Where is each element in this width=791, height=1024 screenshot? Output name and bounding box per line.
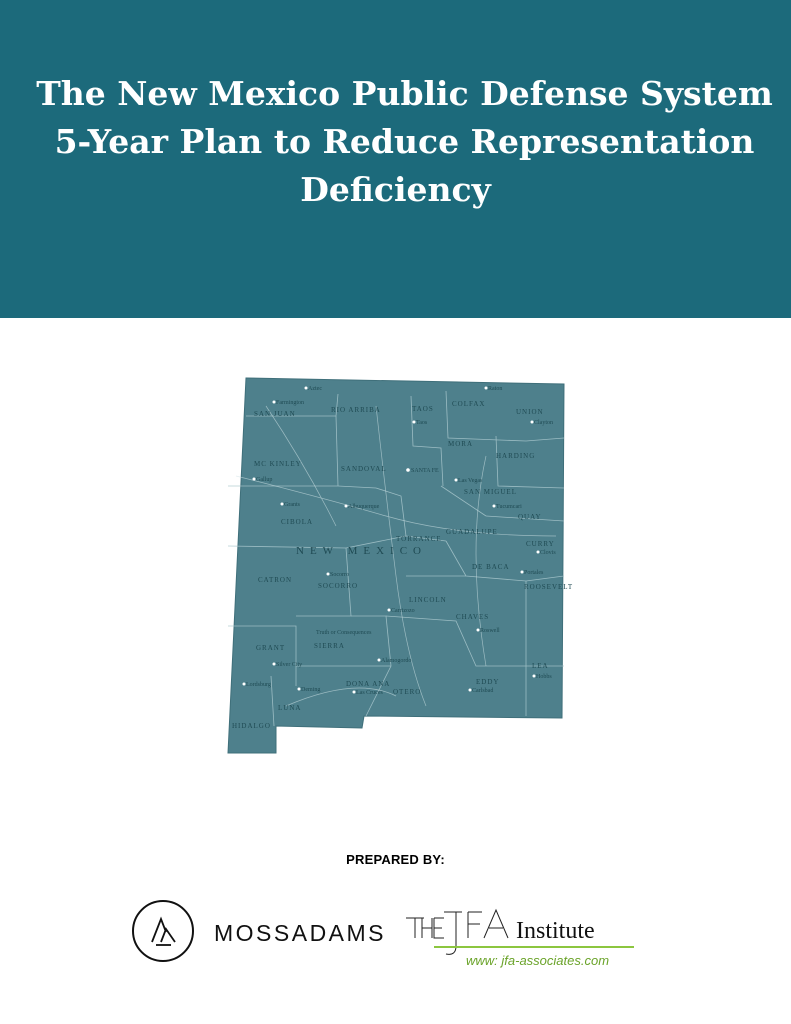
city-las-cruces: Las Cruces	[356, 690, 383, 696]
city-albuquerque: Albuquerque	[348, 504, 380, 510]
label-cibola: CIBOLA	[281, 518, 314, 526]
label-chaves: CHAVES	[456, 613, 490, 621]
label-san-juan: SAN JUAN	[254, 410, 296, 418]
label-sandoval: SANDOVAL	[341, 465, 387, 473]
new-mexico-map	[226, 376, 574, 756]
city-roswell: Roswell	[480, 628, 500, 634]
city-carlsbad: Carlsbad	[472, 688, 494, 694]
jfa-website-url: www: jfa-associates.com	[466, 953, 610, 968]
label-catron: CATRON	[258, 576, 293, 584]
label-mckinley: MC KINLEY	[254, 460, 302, 468]
label-hidalgo: HIDALGO	[232, 722, 271, 730]
city-farmington: Farmington	[276, 400, 304, 406]
city-gallup: Gallup	[256, 477, 273, 483]
city-tucumcari: Tucumcari	[496, 504, 522, 510]
city-raton: Raton	[488, 386, 503, 392]
label-socorro: SOCORRO	[318, 582, 359, 590]
map-svg	[226, 376, 574, 756]
label-quay: QUAY	[518, 513, 542, 521]
label-luna: LUNA	[278, 704, 302, 712]
jfa-green-rule	[434, 946, 634, 948]
label-grant: GRANT	[256, 644, 286, 652]
label-eddy: EDDY	[476, 678, 500, 686]
label-san-miguel: SAN MIGUEL	[464, 488, 517, 496]
city-las-vegas: Las Vegas	[458, 478, 483, 484]
jfa-institute-wordmark: Institute	[516, 918, 595, 944]
title-line-3: Deficiency	[300, 170, 491, 209]
city-clayton: Clayton	[534, 420, 553, 426]
label-mora: MORA	[448, 440, 474, 448]
label-otero: OTERO	[393, 688, 422, 696]
city-santa-fe: SANTA FE	[411, 468, 439, 474]
report-title	[0, 70, 791, 214]
label-guadalupe: GUADALUPE	[446, 528, 498, 536]
label-state: NEW MEXICO	[296, 545, 427, 557]
label-sierra: SIERRA	[314, 642, 345, 650]
city-clovis: Clovis	[540, 550, 556, 556]
label-roosevelt: ROOSEVELT	[524, 583, 574, 591]
label-harding: HARDING	[496, 452, 536, 460]
label-taos: TAOS	[412, 405, 434, 413]
city-aztec: Aztec	[308, 386, 322, 392]
label-dona-ana: DONA ANA	[346, 680, 391, 688]
city-deming: Deming	[301, 687, 321, 693]
city-lordsburg: Lordsburg	[246, 682, 271, 688]
moss-adams-logo	[132, 900, 387, 970]
city-hobbs: Hobbs	[536, 674, 552, 680]
city-carrizozo: Carrizozo	[391, 608, 415, 614]
label-union: UNION	[516, 408, 544, 416]
label-torrance: TORRANCE	[396, 535, 442, 543]
label-rio-arriba: RIO ARRIBA	[331, 406, 381, 414]
city-truth-or-consequences: Truth or Consequences	[316, 630, 372, 636]
moss-adams-mark-icon	[134, 902, 192, 960]
title-line-1: The New Mexico Public Defense System	[36, 74, 773, 113]
label-lincoln: LINCOLN	[409, 596, 447, 604]
label-de-baca: DE BACA	[472, 563, 510, 571]
city-taos: Taos	[416, 420, 428, 426]
jfa-institute-logo	[404, 906, 639, 972]
city-socorro: Socorro	[330, 572, 349, 578]
label-lea: LEA	[532, 662, 549, 670]
city-alamogordo: Alamogordo	[381, 658, 412, 664]
label-curry: CURRY	[526, 540, 555, 548]
prepared-by-label: PREPARED BY:	[346, 852, 445, 867]
city-portales: Portales	[524, 570, 544, 576]
title-line-2: 5-Year Plan to Reduce Representation	[54, 122, 755, 161]
state-outline	[228, 378, 564, 753]
moss-adams-wordmark: MOSSADAMS	[214, 920, 387, 946]
city-grants: Grants	[284, 502, 300, 508]
moss-adams-emblem	[132, 900, 194, 962]
label-colfax: COLFAX	[452, 400, 486, 408]
city-silver-city: Silver City	[276, 662, 303, 668]
